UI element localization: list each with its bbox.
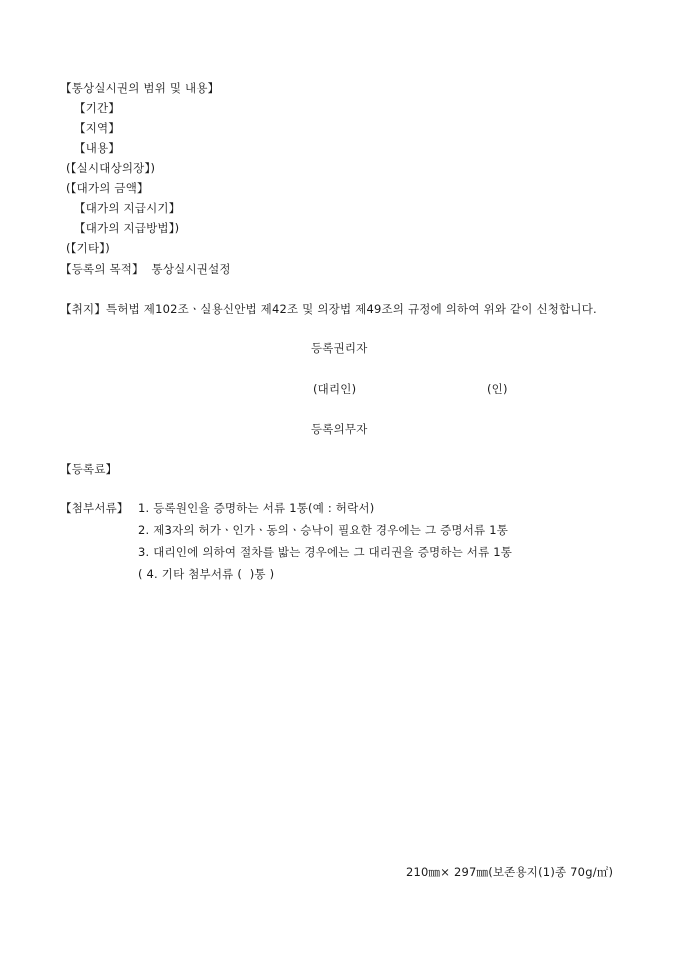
attachment-item: 2. 제3자의 허가ㆍ인가ㆍ동의ㆍ승낙이 필요한 경우에는 그 증명서류 1통 (138, 523, 509, 537)
obligor-label: 등록의무자 (311, 422, 368, 436)
fee-label: 【등록료】 (60, 462, 118, 476)
purpose-row (60, 261, 231, 277)
period-label: 【기간】 (74, 101, 121, 115)
implementation-design-label: (【실시대상의장】) (66, 161, 156, 175)
payment-method-label: 【대가의 지급방법】) (74, 221, 180, 235)
purpose-label: 【등록의 목적】 (60, 262, 144, 276)
content-label: 【내용】 (74, 141, 121, 155)
consideration-amount-label: (【대가의 금액】 (66, 181, 149, 195)
paper-spec: 210㎜× 297㎜(보존용지(1)종 70g/㎡) (406, 865, 614, 879)
region-label: 【지역】 (74, 121, 121, 135)
scope-heading: 【통상실시권의 범위 및 내용】 (60, 81, 220, 95)
seal-mark: (인) (487, 382, 508, 396)
attachment-item: 1. 등록원인을 증명하는 서류 1통(예 : 허락서) (138, 501, 375, 515)
statement-text: 【취지】특허법 제102조ㆍ실용신안법 제42조 및 의장법 제49조의 규정에 의하여 위와 같이 신청합니다. (60, 302, 597, 316)
agent-label: (대리인) (313, 382, 357, 396)
attachment-item: ( 4. 기타 첨부서류 ( )통 ) (138, 567, 275, 581)
payment-time-label: 【대가의 지급시기】 (74, 201, 181, 215)
other-label: (【기타】) (66, 241, 110, 255)
attachments-label: 【첨부서류】 (60, 501, 129, 515)
attachment-item: 3. 대리인에 의하여 절차를 밟는 경우에는 그 대리권을 증명하는 서류 1통 (138, 545, 513, 559)
registrant-label: 등록권리자 (311, 341, 368, 355)
purpose-value: 통상실시권설정 (151, 262, 231, 276)
